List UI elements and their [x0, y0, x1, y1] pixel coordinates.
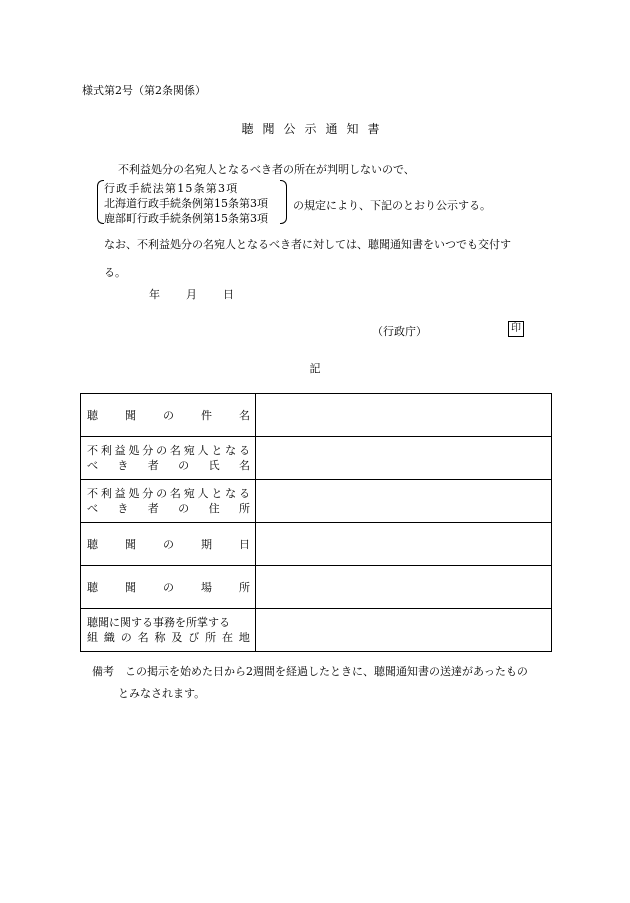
items-table	[80, 393, 552, 652]
row-label-line: 聴 聞 の 件 名	[87, 408, 250, 422]
date-month: 月	[186, 288, 197, 301]
row-label	[81, 609, 256, 652]
date-line	[149, 286, 234, 302]
remarks-line-2: とみなされます。	[118, 687, 206, 700]
note-line-1: なお、不利益処分の名宛人となるべき者に対しては、聴聞通知書をいつでも交付す	[104, 238, 511, 251]
table-row	[81, 394, 552, 437]
row-label-line: 聴 聞 の 期 日	[87, 537, 250, 551]
table-row	[81, 609, 552, 652]
table-row	[81, 437, 552, 480]
law-reference-group	[97, 180, 287, 224]
law-reference-2: 北海道行政手続条例第15条第3項	[104, 197, 268, 210]
table-row	[81, 566, 552, 609]
left-brace	[97, 180, 104, 224]
table-row	[81, 523, 552, 566]
row-label	[81, 523, 256, 566]
form-number-label: 様式第2号（第2条関係）	[82, 84, 206, 97]
seal-mark: 印	[508, 321, 524, 337]
row-value	[256, 566, 552, 609]
row-label	[81, 480, 256, 523]
row-label	[81, 437, 256, 480]
row-label-line: べ き 者 の 氏 名	[87, 459, 250, 472]
row-value	[256, 523, 552, 566]
intro-text: 不利益処分の名宛人となるべき者の所在が判明しないので、	[118, 163, 415, 176]
row-value	[256, 609, 552, 652]
row-value	[256, 394, 552, 437]
date-day: 日	[223, 288, 234, 301]
row-label-line: べ き 者 の 住 所	[87, 502, 250, 515]
row-label-line: 不 利 益 処 分 の 名 宛 人 と な る	[87, 487, 250, 500]
ki-heading: 記	[309, 362, 321, 375]
row-value	[256, 480, 552, 523]
row-label-line: 聴聞に関する事務を所掌する	[87, 616, 230, 629]
note-line-2: る。	[104, 266, 126, 279]
row-label	[81, 566, 256, 609]
law-reference-1: 行政手続法第15条第3項	[104, 182, 239, 195]
right-brace	[280, 180, 287, 224]
agency-label: （行政庁）	[372, 325, 427, 338]
remarks-line-1: 備考 この掲示を始めた日から2週間を経過したときに、聴聞通知書の送達があったもの	[92, 665, 528, 678]
row-label-line: 組 織 の 名 称 及 び 所 在 地	[87, 631, 250, 644]
table-row	[81, 480, 552, 523]
law-reference-3: 鹿部町行政手続条例第15条第3項	[104, 212, 268, 225]
row-label	[81, 394, 256, 437]
row-label-line: 不 利 益 処 分 の 名 宛 人 と な る	[87, 444, 250, 457]
date-year: 年	[149, 288, 160, 301]
document-title: 聴聞公示通知書	[241, 122, 389, 136]
row-value	[256, 437, 552, 480]
remarks	[92, 661, 528, 705]
row-label-line: 聴 聞 の 場 所	[87, 580, 250, 594]
law-tail-text: の規定により、下記のとおり公示する。	[293, 199, 491, 212]
